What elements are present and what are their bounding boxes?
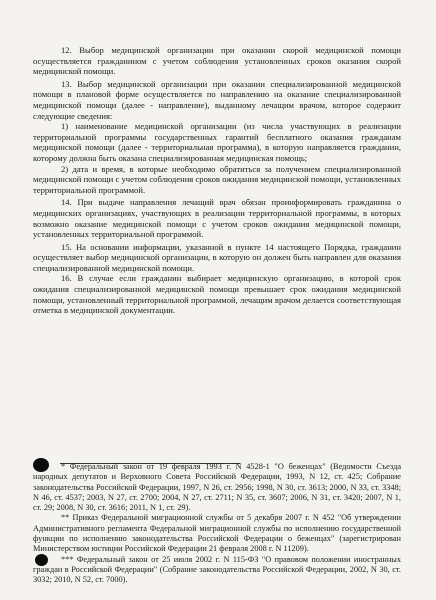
paragraph-14: 14. При выдаче направления лечащий врач обязан проинформировать гражданина о медицинских организациях, участвующих в реализации территориальной программы, в которых возможно оказание медицинской помощи с учетом сроков ожидания медицинской помощи, установленных территориальной программой. (33, 197, 401, 240)
footnote-3: *** Федеральный закон от 25 июля 2002 г. N 115-ФЗ "О правовом положении иностранных граждан в Российской Федерации" (Собрание законодательства Российской Федерации, 2002, N 30, ст. 3032; 2010, N 52, ст. 7000). (33, 554, 401, 585)
paragraph-16: 16. В случае если гражданин выбирает медицинскую организацию, в которой срок ожидания специализированной медицинской помощи превышает срок ожидания медицинской помощи, установленный территориальной программой, лечащим врачом делается соответствующая отметка в медицинской документации. (33, 273, 401, 316)
paragraph-13-item-1: 1) наименование медицинской организации (из числа участвующих в реализации территориальной программы государственных гарантий бесплатного оказания гражданам медицинской помощи (далее - территориальная программа), в которую направляется гражданин, которому должна быть оказана специализированная медицинская помощь; (33, 121, 401, 163)
footnote-1: * Федеральный закон от 19 февраля 1993 г. N 4528-1 "О беженцах" (Ведомости Съезда народных депутатов и Верховного Совета Российской Федерации, 1993, N 12, ст. 425; Собрание законодательства Российской Федерации, 1997, N 26, ст. 2956; 1998, N 30, ст. 3613; 2000, N 33, ст. 3348; N 46, ст. 4537; 2003, N 27, ст. 2700; 2004, N 27, ст. 2711; N 35, ст. 3607; 2006, N 31, ст. 3420; 2007, N 1, ст. 29; 2008, N 30, ст. 3616; 2011, N 1, ст. 29). (33, 462, 401, 513)
paragraph-15: 15. На основании информации, указанной в пункте 14 настоящего Порядка, гражданин осуществляет выбор медицинской организации, в которую он должен быть направлен для оказания специализированной медицинской помощи. (33, 241, 401, 273)
main-text (33, 45, 401, 316)
footnotes (33, 462, 401, 586)
paragraph-13-item-2: 2) дата и время, в которые необходимо обратиться за получением специализированной медицинской помощи с учетом соблюдения сроков ожидания медицинской помощи, установленных территориальной программой. (33, 163, 401, 195)
paragraph-12: 12. Выбор медицинской организации при оказании скорой медицинской помощи осуществляется гражданином с учетом соблюдения установленных сроков оказания скорой медицинской помощи. (33, 45, 401, 77)
paragraph-13: 13. Выбор медицинской организации при оказании специализированной медицинской помощи в плановой форме осуществляется по направлению на оказание специализированной медицинской помощи (далее - направление), выданному лечащим врачом, которое содержит следующие сведения: (33, 78, 401, 121)
footnote-2: ** Приказ Федеральной миграционной службы от 5 декабря 2007 г. N 452 "Об утверждении Административного регламента Федеральной миграционной службы по исполнению государственной функции по исполнению законодательства Российской Федерации о беженцах" (зарегистрирован Министерством юстиции Российской Федерации 21 февраля 2008 г. N 11209). (33, 513, 401, 554)
